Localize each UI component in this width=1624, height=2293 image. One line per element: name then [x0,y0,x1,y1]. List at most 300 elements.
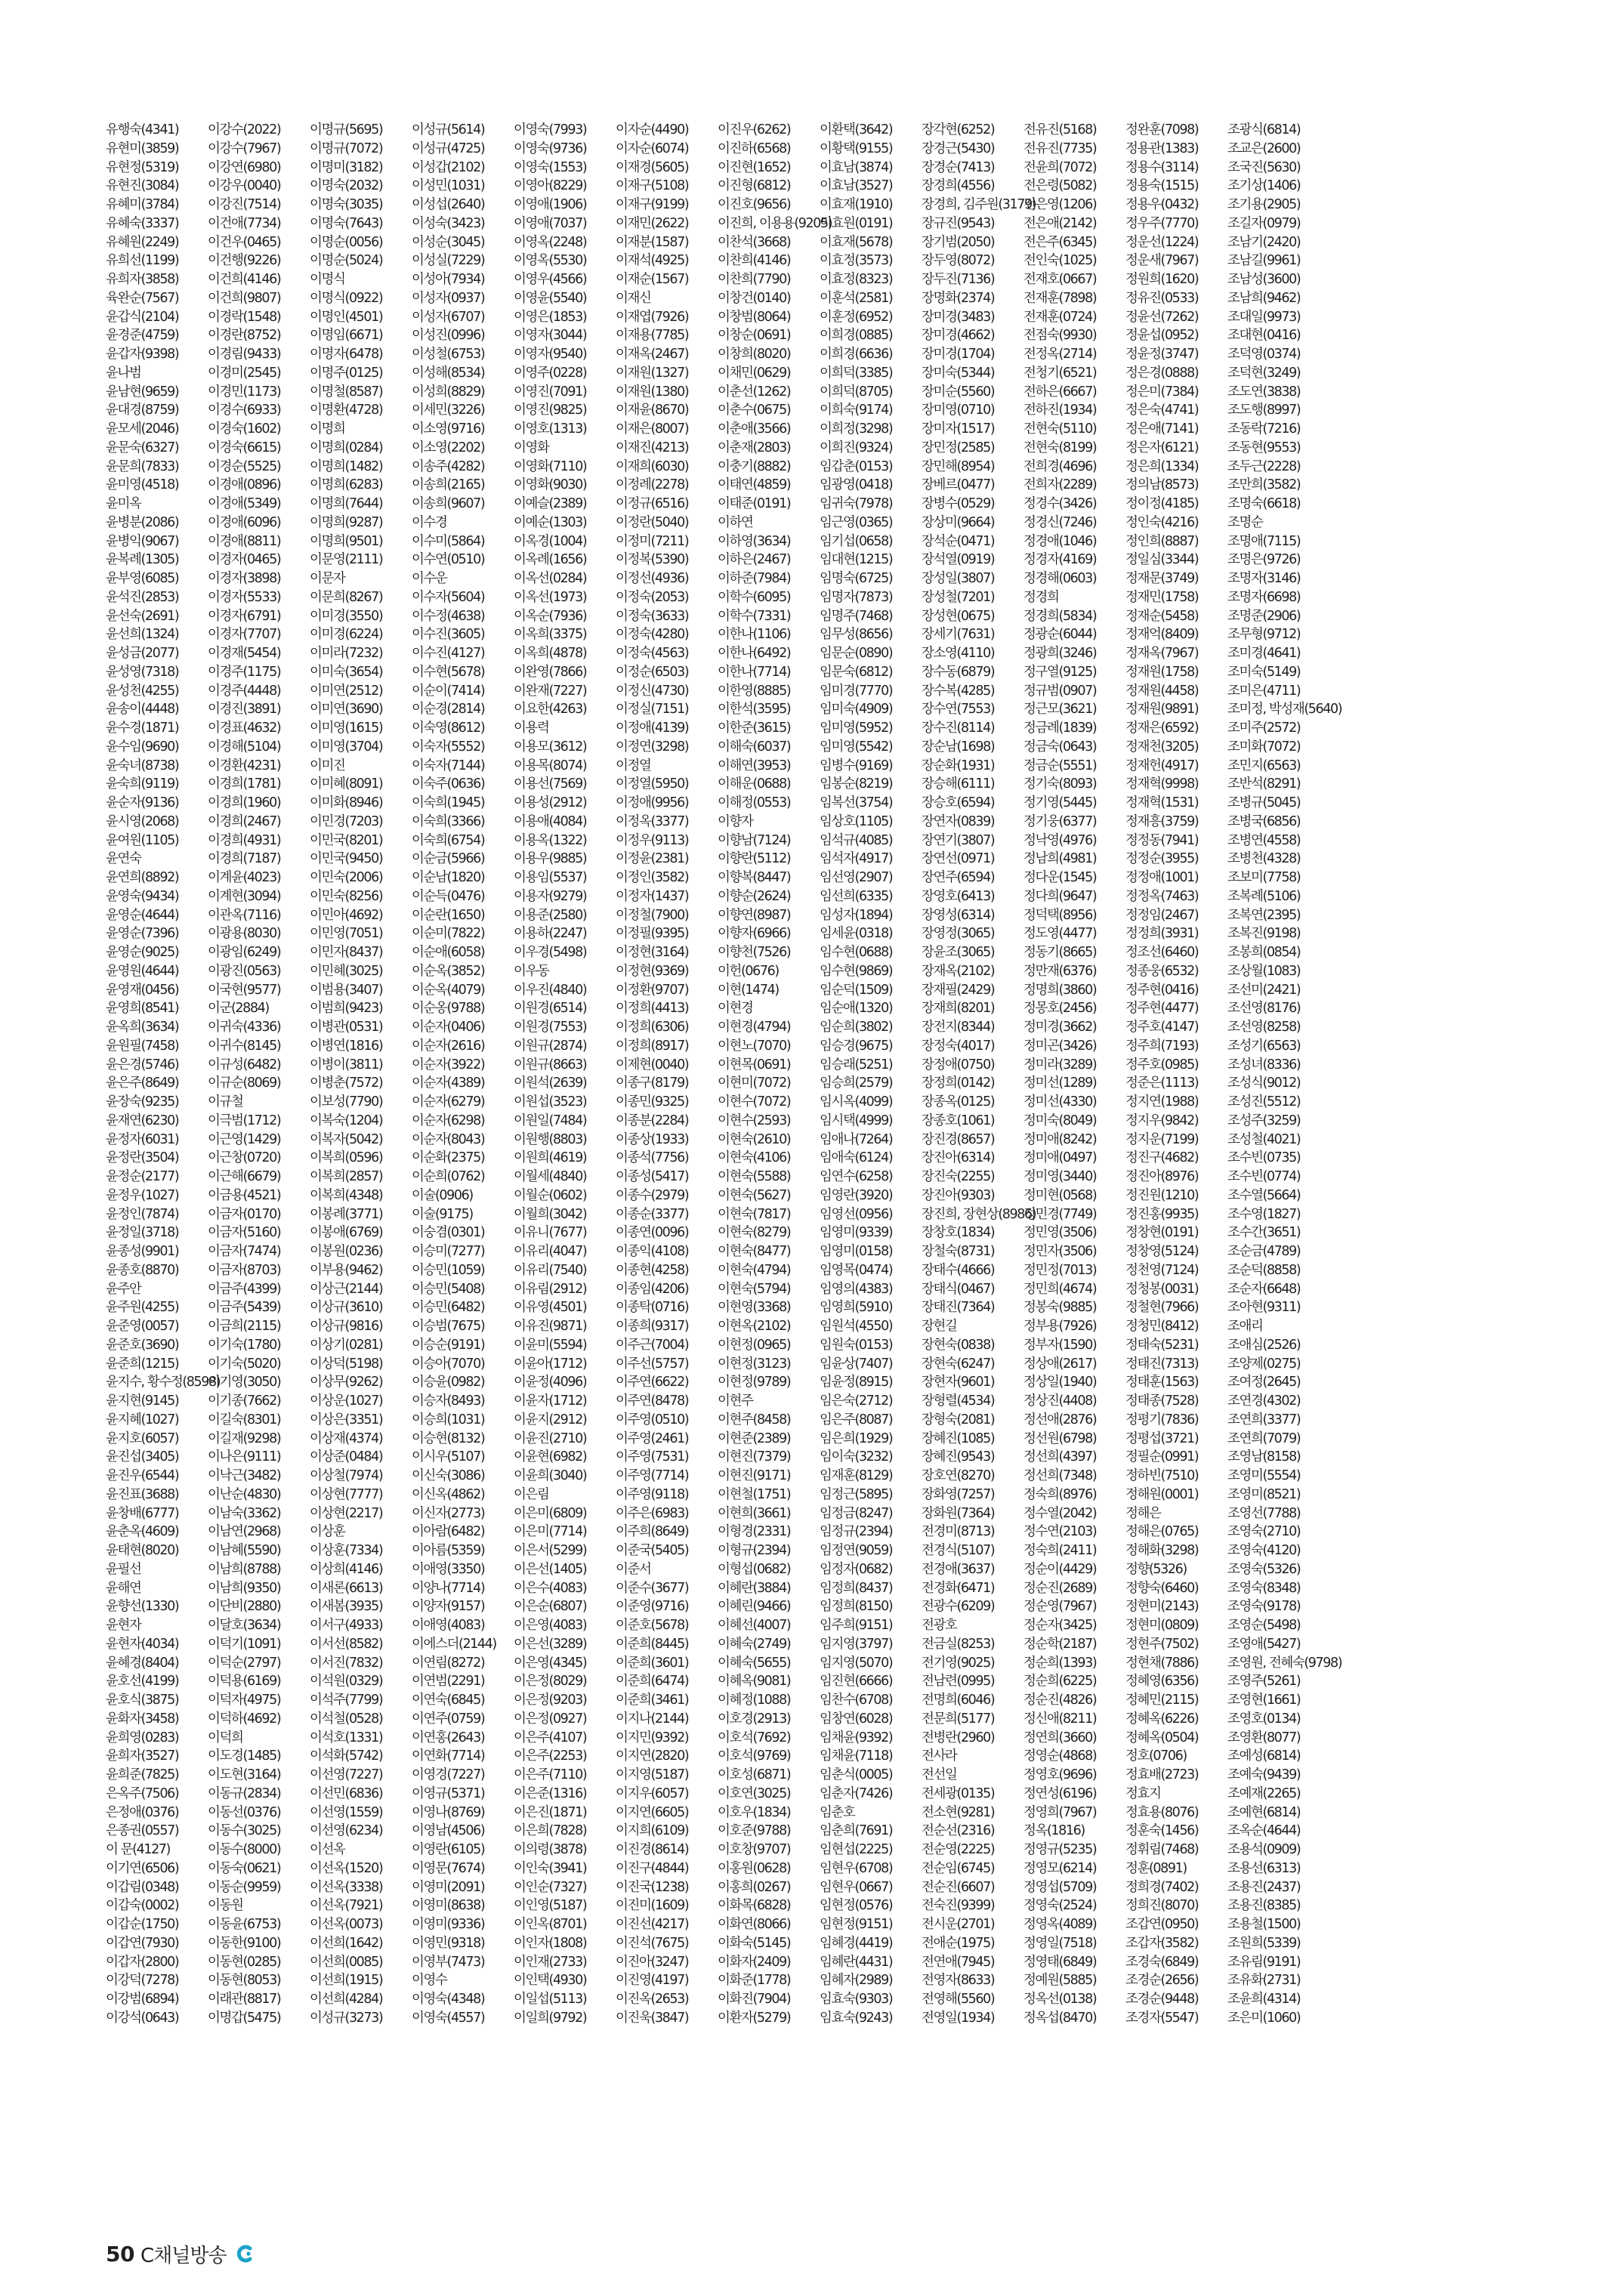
name-entry: 이경락(1548) [208,309,281,325]
name-entry: 이명숙(7643) [310,215,383,231]
name-entry: 이명규(5695) [310,122,383,137]
name-entry: 이현영(3368) [718,1300,791,1316]
name-entry: 이경환(4231) [208,758,281,773]
name-entry: 장두진(7136) [922,272,995,287]
name-entry: 이명희(1482) [310,458,383,474]
name-entry: 장수복(4285) [922,683,995,699]
name-entry: 정선애(2876) [1023,1412,1097,1427]
name-entry: 이옥선(0284) [514,571,587,586]
name-entry: 이병관(0531) [310,1020,383,1035]
name-entry: 이재분(1587) [616,234,689,250]
name-entry: 이한나(1106) [718,627,791,643]
name-entry: 장수연(7553) [922,702,995,718]
name-entry: 이현주 [718,1393,753,1409]
name-entry: 이명희(9287) [310,514,383,530]
name-entry: 이정자(1437) [616,888,689,904]
name-entry: 장진희, 장현상(8986) [922,1206,1036,1222]
name-entry: 임효숙(9303) [820,1992,893,2007]
name-entry: 정평기(7836) [1125,1412,1199,1427]
name-entry: 이덕순(2797) [208,1655,281,1671]
name-entry: 이채민(0629) [718,365,791,381]
name-entry: 이경진(3891) [208,702,281,718]
name-entry: 정효배(2723) [1125,1767,1199,1782]
name-entry: 이영진(7091) [514,384,587,400]
name-entry: 임영의(4383) [820,1281,893,1297]
name-entry: 이순란(1650) [412,907,485,923]
name-entry: 이덕기(1091) [208,1636,281,1652]
name-entry: 이종성(5417) [616,1169,689,1184]
name-entry: 이순이(7414) [412,683,485,699]
name-entry: 정다운(1545) [1023,870,1097,885]
name-entry: 임석규(4085) [820,832,893,848]
name-entry: 이양자(9157) [412,1599,485,1615]
name-entry: 정예원(5885) [1023,1973,1097,1989]
name-entry: 윤희영(0283) [106,1730,179,1745]
name-entry: 장미순(5560) [922,384,995,400]
name-entry: 이준서 [616,1561,651,1577]
name-entry: 조수간(3651) [1227,1225,1301,1241]
name-entry: 이선희(4284) [310,1992,383,2007]
name-entry: 이영미(9336) [412,1917,485,1932]
name-entry: 이상준(0484) [310,1449,383,1465]
name-entry: 조동락(7216) [1227,421,1301,437]
name-entry: 정재은(6592) [1125,721,1199,736]
name-entry: 이충기(8882) [718,458,791,474]
name-entry: 정미애(8242) [1023,1131,1097,1147]
name-entry: 이훈정(6952) [820,309,893,325]
name-entry: 이준희(6474) [616,1674,689,1690]
name-entry: 이정숙(4280) [616,627,689,643]
name-entry: 조두근(2228) [1227,458,1301,474]
name-entry: 이정례(2278) [616,477,689,493]
name-entry: 윤문숙(6327) [106,440,179,455]
name-entry: 이강진(7514) [208,197,281,212]
name-entry: 조도연(3838) [1227,384,1301,400]
name-entry: 조수열(5664) [1227,1187,1301,1203]
name-entry: 이갑연(7930) [106,1935,179,1951]
name-entry: 이재석(4925) [616,253,689,269]
name-entry: 장정희(0142) [922,1076,995,1091]
name-entry: 임미영(5542) [820,739,893,755]
name-entry: 이선옥(7921) [310,1898,383,1914]
name-entry: 장순남(1698) [922,739,995,755]
name-entry: 이봉애(6769) [310,1225,383,1241]
name-entry: 정동기(8665) [1023,945,1097,960]
name-entry: 이현숙(2610) [718,1131,791,1147]
name-entry: 이주선(5757) [616,1356,689,1372]
name-entry: 정해화(3298) [1125,1543,1199,1558]
name-entry: 정휘림(7468) [1125,1842,1199,1857]
name-entry: 정순진(4826) [1023,1693,1097,1708]
name-entry: 이영나(8769) [412,1804,485,1820]
name-entry: 이명미(3182) [310,159,383,175]
name-entry: 이혜숙(5655) [718,1655,791,1671]
name-entry: 이영자(3044) [514,328,587,344]
name-entry: 이명숙(3035) [310,197,383,212]
name-entry: 조예숙(9439) [1227,1767,1301,1782]
name-entry: 이미경(3550) [310,608,383,624]
brand-name: C채널방송 [140,2244,227,2267]
name-entry: 윤문희(7833) [106,458,179,474]
name-entry: 이갑자(2800) [106,1954,179,1970]
name-entry: 이난순(4830) [208,1486,281,1502]
name-entry: 이순애(6058) [412,945,485,960]
name-entry: 이금자(8703) [208,1262,281,1278]
name-entry: 이은림 [514,1486,549,1502]
name-entry: 정민자(3506) [1023,1244,1097,1259]
name-entry: 임수현(0688) [820,945,893,960]
name-entry: 장미경(3483) [922,309,995,325]
name-entry: 정태종(7528) [1125,1393,1199,1409]
name-entry: 이도현(3164) [208,1767,281,1782]
name-entry: 조애리 [1227,1319,1263,1334]
name-entry: 이영란(6105) [412,1842,485,1857]
name-entry: 이재진(4213) [616,440,689,455]
name-entry: 이일섭(5113) [514,1992,587,2007]
name-entry: 조기용(2905) [1227,197,1301,212]
name-entry: 이윤진(2710) [514,1430,587,1446]
name-entry: 이영미(2091) [412,1879,485,1895]
name-entry: 이순옹(9788) [412,1001,485,1017]
name-entry: 이경희(4931) [208,832,281,848]
name-entry: 이효남(3527) [820,178,893,194]
name-entry: 전경미(8713) [922,1524,995,1540]
name-entry: 임정근(5895) [820,1486,893,1502]
name-entry: 전문희(5177) [922,1711,995,1727]
name-entry: 전경애(3637) [922,1561,995,1577]
name-entry: 이화목(6828) [718,1898,791,1914]
name-entry: 조기상(1406) [1227,178,1301,194]
name-entry: 이찬석(3668) [718,234,791,250]
name-entry: 정재흥(3759) [1125,813,1199,829]
name-entry: 윤지호(6057) [106,1430,179,1446]
name-entry: 이용임(5537) [514,870,587,885]
name-entry: 조명자(6698) [1227,589,1301,605]
name-entry: 이아름(5359) [412,1543,485,1558]
name-entry: 정미선(4330) [1023,1094,1097,1109]
name-entry: 이성해(8534) [412,365,485,381]
name-entry: 이현숙(7817) [718,1206,791,1222]
name-entry: 이호우(1834) [718,1804,791,1820]
name-entry: 이명임(6671) [310,328,383,344]
name-entry: 이건희(9807) [208,290,281,306]
name-entry: 은옥주(7506) [106,1785,179,1801]
name-entry: 조보미(7758) [1227,870,1301,885]
name-entry: 정몽호(2456) [1023,1001,1097,1017]
name-entry: 전애순(1975) [922,1935,995,1951]
name-entry: 이현수(7072) [718,1094,791,1109]
name-entry: 이자순(4490) [616,122,689,137]
name-entry: 전인숙(1025) [1023,253,1097,269]
name-entry: 이군(2884) [208,1001,269,1017]
name-entry: 이진미(1609) [616,1898,689,1914]
name-entry: 이호경(2913) [718,1711,791,1727]
name-entry: 임영미(9339) [820,1225,893,1241]
name-entry: 이미연(2512) [310,683,383,699]
name-entry: 이애영(4083) [412,1618,485,1633]
name-entry: 이경숙(6615) [208,440,281,455]
name-entry: 이재원(1327) [616,365,689,381]
name-entry: 이현진(7379) [718,1449,791,1465]
roster-column [310,121,412,2214]
name-entry: 이성자(6707) [412,309,485,325]
name-entry: 이미숙(3654) [310,664,383,680]
name-entry: 이은주(7110) [514,1767,587,1782]
name-entry: 이의령(3878) [514,1842,587,1857]
name-entry: 윤정란(3504) [106,1150,179,1166]
name-entry: 이향란(5112) [718,851,791,867]
name-entry: 윤장숙(9235) [106,1094,179,1109]
name-entry: 이기영(3050) [208,1375,281,1390]
name-entry: 정용우(0432) [1125,197,1199,212]
name-entry: 윤남현(9659) [106,384,179,400]
name-entry: 조덕현(3249) [1227,365,1301,381]
name-entry: 이미영(1615) [310,721,383,736]
name-entry: 이현정(3123) [718,1356,791,1372]
name-entry: 윤지수, 황수정(8598) [106,1375,221,1390]
name-entry: 이효정(8323) [820,272,893,287]
name-entry: 이민자(8437) [310,945,383,960]
name-entry: 이하연 [718,514,753,530]
name-entry: 정용관(1383) [1125,140,1199,156]
name-entry: 윤지혜(1027) [106,1412,179,1427]
name-entry: 이규순(8069) [208,1076,281,1091]
name-entry: 이민영(7051) [310,926,383,942]
name-entry: 이건우(0465) [208,234,281,250]
name-entry: 이상기(0281) [310,1337,383,1353]
name-entry: 윤선숙(2691) [106,608,179,624]
name-entry: 이관옥(7116) [208,907,281,923]
name-entry: 이남혜(5590) [208,1543,281,1558]
name-entry: 임영미(0158) [820,1244,893,1259]
name-entry: 전은령(5082) [1023,178,1097,194]
name-entry: 이예순(1303) [514,514,587,530]
name-entry: 정진원(1210) [1125,1187,1199,1203]
name-entry: 이주희(8649) [616,1524,689,1540]
name-entry: 정이정(4185) [1125,496,1199,511]
name-entry: 임애숙(6124) [820,1150,893,1166]
name-entry: 윤필선 [106,1561,141,1577]
name-entry: 이한석(3595) [718,702,791,718]
name-entry: 이현숙(5794) [718,1281,791,1297]
name-entry: 정훈숙(1456) [1125,1823,1199,1839]
name-entry: 이용준(2580) [514,907,587,923]
name-entry: 이용성(2912) [514,795,587,810]
name-entry: 임근영(0365) [820,514,893,530]
name-entry: 정원희(1620) [1125,272,1199,287]
name-entry: 이선옥 [310,1842,345,1857]
name-entry: 이요한(4263) [514,702,587,718]
name-entry: 정주희(7193) [1125,1038,1199,1054]
name-entry: 정정희(3931) [1125,926,1199,942]
name-entry: 이현희(3661) [718,1505,791,1521]
name-entry: 정순희(1393) [1023,1655,1097,1671]
name-entry: 정영순(4868) [1023,1748,1097,1764]
name-entry: 이종현(4258) [616,1262,689,1278]
name-entry: 윤연숙 [106,851,141,867]
name-entry: 임춘희(7691) [820,1823,893,1839]
name-entry: 이민경(7203) [310,813,383,829]
name-entry: 정은애(7141) [1125,421,1199,437]
name-entry: 전금실(8253) [922,1636,995,1652]
name-entry: 이숙영(8612) [412,721,485,736]
name-entry: 임정희(8150) [820,1599,893,1615]
name-entry: 이희정(3298) [820,421,893,437]
name-entry: 정영희(7967) [1023,1804,1097,1820]
name-entry: 이경희(1781) [208,776,281,792]
name-entry: 이진옥(2653) [616,1992,689,2007]
name-entry: 이미진 [310,758,345,773]
name-entry: 윤병익(9067) [106,533,179,549]
name-entry: 이수경 [412,514,447,530]
name-entry: 이술(9175) [412,1206,473,1222]
name-entry: 정광희(3246) [1023,646,1097,661]
name-entry: 이형규(2394) [718,1543,791,1558]
name-entry: 이명자(6478) [310,347,383,362]
name-entry: 전재훈(7898) [1023,290,1097,306]
name-entry: 이석주(7799) [310,1693,383,1708]
name-entry: 이송주(4282) [412,458,485,474]
name-entry: 조남기(2420) [1227,234,1301,250]
name-entry: 임채윤(9392) [820,1730,893,1745]
name-entry: 이호석(9769) [718,1748,791,1764]
name-entry: 이종익(4108) [616,1244,689,1259]
name-entry: 정미현(0568) [1023,1187,1097,1203]
name-entry: 이영문(7674) [412,1860,485,1876]
name-entry: 장현길 [922,1319,957,1334]
name-entry: 윤종성(9901) [106,1244,179,1259]
name-entry: 이보성(7790) [310,1094,383,1109]
name-entry: 이영주(0228) [514,365,587,381]
name-entry: 장미숙(5344) [922,365,995,381]
name-entry: 윤진우(6544) [106,1468,179,1483]
name-entry: 임효숙(9243) [820,2010,893,2026]
name-entry: 이경애(8811) [208,533,281,549]
name-entry: 이정애(9956) [616,795,689,810]
name-entry: 장진경(8657) [922,1131,995,1147]
name-entry: 정재순(5458) [1125,608,1199,624]
name-entry: 이정숙(3633) [616,608,689,624]
name-entry: 조영숙(8348) [1227,1580,1301,1596]
name-entry: 정청봉(0031) [1125,1281,1199,1297]
name-entry: 윤영재(0456) [106,982,179,998]
name-entry: 조미경(4641) [1227,646,1301,661]
name-entry: 이진아(3247) [616,1954,689,1970]
name-entry: 윤옥희(3634) [106,1020,179,1035]
name-entry: 전현숙(8199) [1023,440,1097,455]
name-entry: 전하진(1934) [1023,403,1097,418]
name-entry: 이희경(6636) [820,347,893,362]
name-entry: 정현주(7502) [1125,1636,1199,1652]
name-entry: 전소현(9281) [922,1804,995,1820]
name-entry: 정정동(7941) [1125,832,1199,848]
name-entry: 조남성(3600) [1227,272,1301,287]
roster-column [514,121,616,2214]
name-entry: 이현목(0691) [718,1057,791,1072]
name-entry: 이현주(8458) [718,1412,791,1427]
roster-column [820,121,922,2214]
name-entry: 조상월(1083) [1227,963,1301,979]
name-entry: 장명화(2374) [922,290,995,306]
name-entry: 이은순(6807) [514,1599,587,1615]
name-entry: 이덕용(6169) [208,1674,281,1690]
name-entry: 이옥순(7936) [514,608,587,624]
name-entry: 이현숙(5627) [718,1187,791,1203]
name-entry: 임현섭(2225) [820,1842,893,1857]
name-entry: 이혜린(9466) [718,1599,791,1615]
name-entry: 이춘재(2803) [718,440,791,455]
name-entry: 조용철(1500) [1227,1917,1301,1932]
name-entry: 전재훈(0724) [1023,309,1097,325]
name-entry: 이진현(1652) [718,159,791,175]
name-entry: 정광순(6044) [1023,627,1097,643]
name-entry: 이옥희(3375) [514,627,587,643]
name-entry: 장미영(0710) [922,403,995,418]
name-entry: 전희자(2289) [1023,477,1097,493]
name-entry: 윤혜경(8404) [106,1655,179,1671]
name-entry: 임미영(5952) [820,721,893,736]
name-entry: 정혜민(2115) [1125,1693,1199,1708]
name-entry: 은정애(0376) [106,1804,179,1820]
name-entry: 조만희(3582) [1227,477,1301,493]
name-entry: 이명규(7072) [310,140,383,156]
name-entry: 이종상(1933) [616,1131,689,1147]
name-entry: 이송희(9607) [412,496,485,511]
name-entry: 이우진(4840) [514,982,587,998]
name-entry: 이선영(7227) [310,1767,383,1782]
name-entry: 이경애(6096) [208,514,281,530]
name-entry: 이정애(4139) [616,721,689,736]
name-entry: 조용진(2437) [1227,1879,1301,1895]
name-entry: 정경자(4169) [1023,552,1097,568]
name-entry: 정정옥(7463) [1125,888,1199,904]
name-entry: 임정자(0682) [820,1561,893,1577]
name-entry: 이홍원(0628) [718,1860,791,1876]
name-entry: 이남희(9350) [208,1580,281,1596]
name-entry: 이상현(2217) [310,1505,383,1521]
name-entry: 조영숙(5326) [1227,1561,1301,1577]
name-entry: 윤숙희(9119) [106,776,179,792]
name-entry: 정영숙(2524) [1023,1898,1097,1914]
name-entry: 이규성(6482) [208,1057,281,1072]
name-entry: 전광호 [922,1618,957,1633]
name-entry: 정지연(1988) [1125,1094,1199,1109]
name-entry: 이복희(2857) [310,1169,383,1184]
name-entry: 이월희(3042) [514,1206,587,1222]
name-entry: 윤호선(4199) [106,1674,179,1690]
name-entry: 이승아(7070) [412,1356,485,1372]
name-entry: 장재희(8201) [922,1001,995,1017]
name-entry: 정구열(9125) [1023,664,1097,680]
name-entry: 이승미(7277) [412,1244,485,1259]
name-entry: 이동현(0285) [208,1954,281,1970]
name-entry: 이희숙(9174) [820,403,893,418]
name-entry: 장세기(7631) [922,627,995,643]
name-entry: 이명환(4728) [310,403,383,418]
name-entry: 정규범(0907) [1023,683,1097,699]
name-entry: 장민해(8954) [922,458,995,474]
name-entry: 이상운(1027) [310,1393,383,1409]
name-entry: 이종석(7756) [616,1150,689,1166]
name-entry: 정은희(1334) [1125,458,1199,474]
name-entry: 이재순(1567) [616,272,689,287]
name-entry: 윤해연 [106,1580,141,1596]
name-entry: 유행숙(4341) [106,122,179,137]
name-entry: 이시우(5107) [412,1449,485,1465]
name-entry: 정해은(0765) [1125,1524,1199,1540]
name-entry: 윤영희(8541) [106,1001,179,1017]
name-entry: 이재경(5605) [616,159,689,175]
